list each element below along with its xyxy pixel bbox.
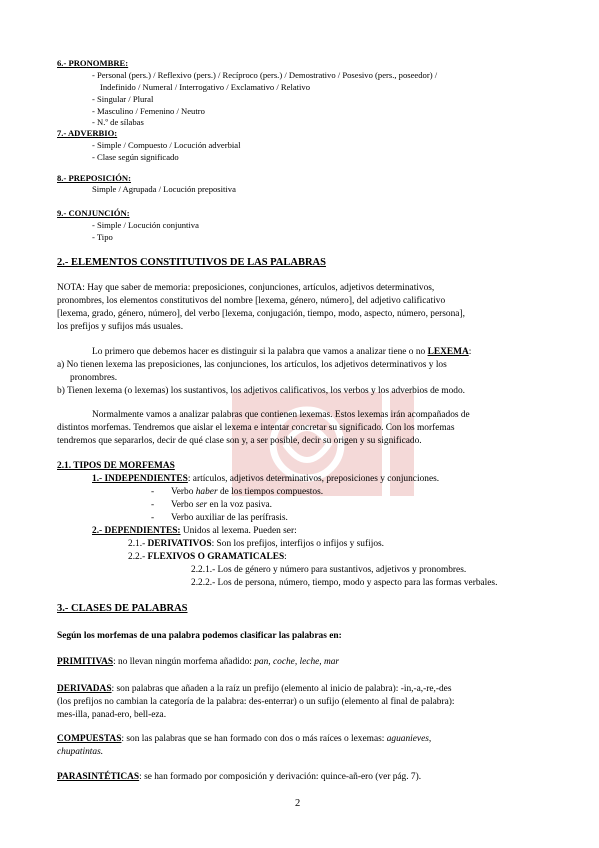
s6-line-5: - N.º de sílabas [92,117,144,127]
verbo-ser-suffix: en la voz pasiva. [207,500,273,510]
flexivos-num: 2.2.- [128,552,148,562]
flexivos-colon: : [284,552,287,562]
paragraph-morfemas-1: Normalmente vamos a analizar palabras que contienen lexemas. Estos lexemas irán acompañados de [92,410,470,420]
derivadas-line-1 [57,685,451,694]
verbo-ser-line [171,501,272,510]
s9-line-2: - Tipo [92,232,113,242]
section-3-title: 3.- CLASES DE PALABRAS [57,603,188,614]
flexivos-sub-1: 2.2.1.- Los de género y número para sustantivos, adjetivos y pronombres. [191,565,467,575]
flexivos-line [128,553,287,562]
s6-line-1: - Personal (pers.) / Reflexivo (pers.) / Recíproco (pers.) / Demostrativo / Posesivo (pers., poseedor) / [92,70,438,80]
parasinteticas-label: PARASINTÉTICAS [57,772,140,782]
verbo-ser-term: ser [195,500,208,510]
verbo-haber-line [171,488,323,497]
flexivos-sub-2: 2.2.2.- Los de persona, número, tiempo, modo y aspecto para las formas verbales. [191,578,498,588]
s8-line-1: Simple / Agrupada / Locución prepositiva [92,184,236,194]
derivadas-text-1: : son palabras que añaden a la raíz un prefijo (elemento al inicio de palabra): -in,-a,-re,-des [111,684,452,694]
paragraph-morfemas-2: distintos morfemas. Tendremos que aislar el lexema e intentar concretar su significado. Con los morfemas [57,423,455,433]
section-7-heading: 7.- ADVERBIO: [57,128,118,138]
dependientes-text: Unidos al lexema. Pueden ser: [180,526,297,536]
derivativos-num: 2.1.- [128,539,148,549]
bullet-dash: - [151,487,155,497]
compuestas-example-1: aguanieves, [386,734,432,744]
section-3-intro: Según los morfemas de una palabra podemos clasificar las palabras en: [57,631,342,641]
page-number: 2 [295,798,301,809]
primitivas-label: PRIMITIVAS [57,657,114,667]
compuestas-text: : son las palabras que se han formado con dos o más raíces o lexemas: [121,734,387,744]
flexivos-label: FLEXIVOS O GRAMATICALES [147,552,285,562]
s6-line-4: - Masculino / Femenino / Neutro [92,106,205,116]
verbo-haber-term: haber [195,487,218,497]
derivadas-label: DERIVADAS [57,684,112,694]
primitivas-text: : no llevan ningún morfema añadido: [113,657,255,667]
derivativos-line [128,540,384,549]
watermark-logo [230,392,420,502]
lexema-colon: : [468,347,472,357]
bullet-dash: - [151,513,155,523]
bullet-dash: - [151,500,155,510]
derivadas-line-2: (los prefijos no cambian la categoría de la palabra: des-enterrar) o un sufijo (elemento al final de palabra): [57,697,455,707]
s6-line-2: Indefinido / Numeral / Interrogativo / Exclamativo / Relativo [100,82,311,92]
section-6-heading: 6.- PRONOMBRE: [57,58,129,68]
list-a-line-2: pronombres. [70,373,118,383]
paragraph-lexema-text: Lo primero que debemos hacer es distinguir si la palabra que vamos a analizar tiene o no [92,347,426,357]
s6-line-3: - Singular / Plural [92,94,154,104]
s7-line-2: - Clase según significado [92,152,179,162]
derivativos-text: : Son los prefijos, interfijos o infijos y sufijos. [211,539,385,549]
paragraph-lexema [92,348,471,357]
verbo-haber-suffix: de los tiempos compuestos. [217,487,324,497]
parasinteticas-text: : se han formado por composición y derivación: quince-añ-ero (ver pág. 7). [139,772,422,782]
derivadas-line-3: mes-illa, panad-ero, bell-eza. [57,710,167,720]
dependientes-label: 2.- DEPENDIENTES: [92,526,181,536]
verbo-haber-prefix: Verbo [171,487,196,497]
derivativos-label: DERIVATIVOS [147,539,212,549]
primitivas-line [57,658,339,667]
nota-line-2: pronombres, los elementos constitutivos del nombre [lexema, género, número], del adjetivo calificativo [57,296,446,306]
list-b-line-1: b) Tienen lexema (o lexemas) los sustantivos, los adjetivos calificativos, los verbos y los adverbios de modo. [57,386,466,396]
nota-line-3: [lexema, grado, género, número], del verbo [lexema, conjugación, tiempo, modo, aspecto, número, persona], [57,309,465,319]
s9-line-1: - Simple / Locución conjuntiva [92,220,199,230]
lexema-term: LEXEMA [427,347,469,357]
compuestas-example-2: chupatintas. [57,747,104,757]
dependientes-line [92,527,297,536]
s7-line-1: - Simple / Compuesto / Locución adverbial [92,140,241,150]
independientes-line [92,475,439,484]
nota-line-1: NOTA: Hay que saber de memoria: preposiciones, conjunciones, artículos, adjetivos determinativos, [57,283,435,293]
section-2-title: 2.- ELEMENTOS CONSTITUTIVOS DE LAS PALABRAS [57,257,326,268]
section-8-heading: 8.- PREPOSICIÓN: [57,173,132,183]
parasinteticas-line [57,773,421,782]
nota-line-4: los prefijos y sufijos más usuales. [57,322,184,332]
list-a-line-1: a) No tienen lexema las preposiciones, las conjunciones, los artículos, los adjetivos determinativos y los [57,360,447,370]
primitivas-examples: pan, coche, leche, mar [254,657,340,667]
section-9-heading: 9.- CONJUNCIÓN: [57,208,130,218]
independientes-text: : artículos, adjetivos determinativos, preposiciones y conjunciones. [187,474,440,484]
compuestas-label: COMPUESTAS [57,734,122,744]
paragraph-morfemas-3: tendremos que separarlos, decir de qué clase son y, a ser posible, decir su origen y su significado. [57,436,422,446]
verbo-ser-prefix: Verbo [171,500,196,510]
verbo-auxiliar-line: Verbo auxiliar de las perífrasis. [171,513,288,523]
section-2-1-title: 2.1. TIPOS DE MORFEMAS [57,461,175,471]
compuestas-line-1 [57,735,431,744]
independientes-label: 1.- INDEPENDIENTES [92,474,188,484]
